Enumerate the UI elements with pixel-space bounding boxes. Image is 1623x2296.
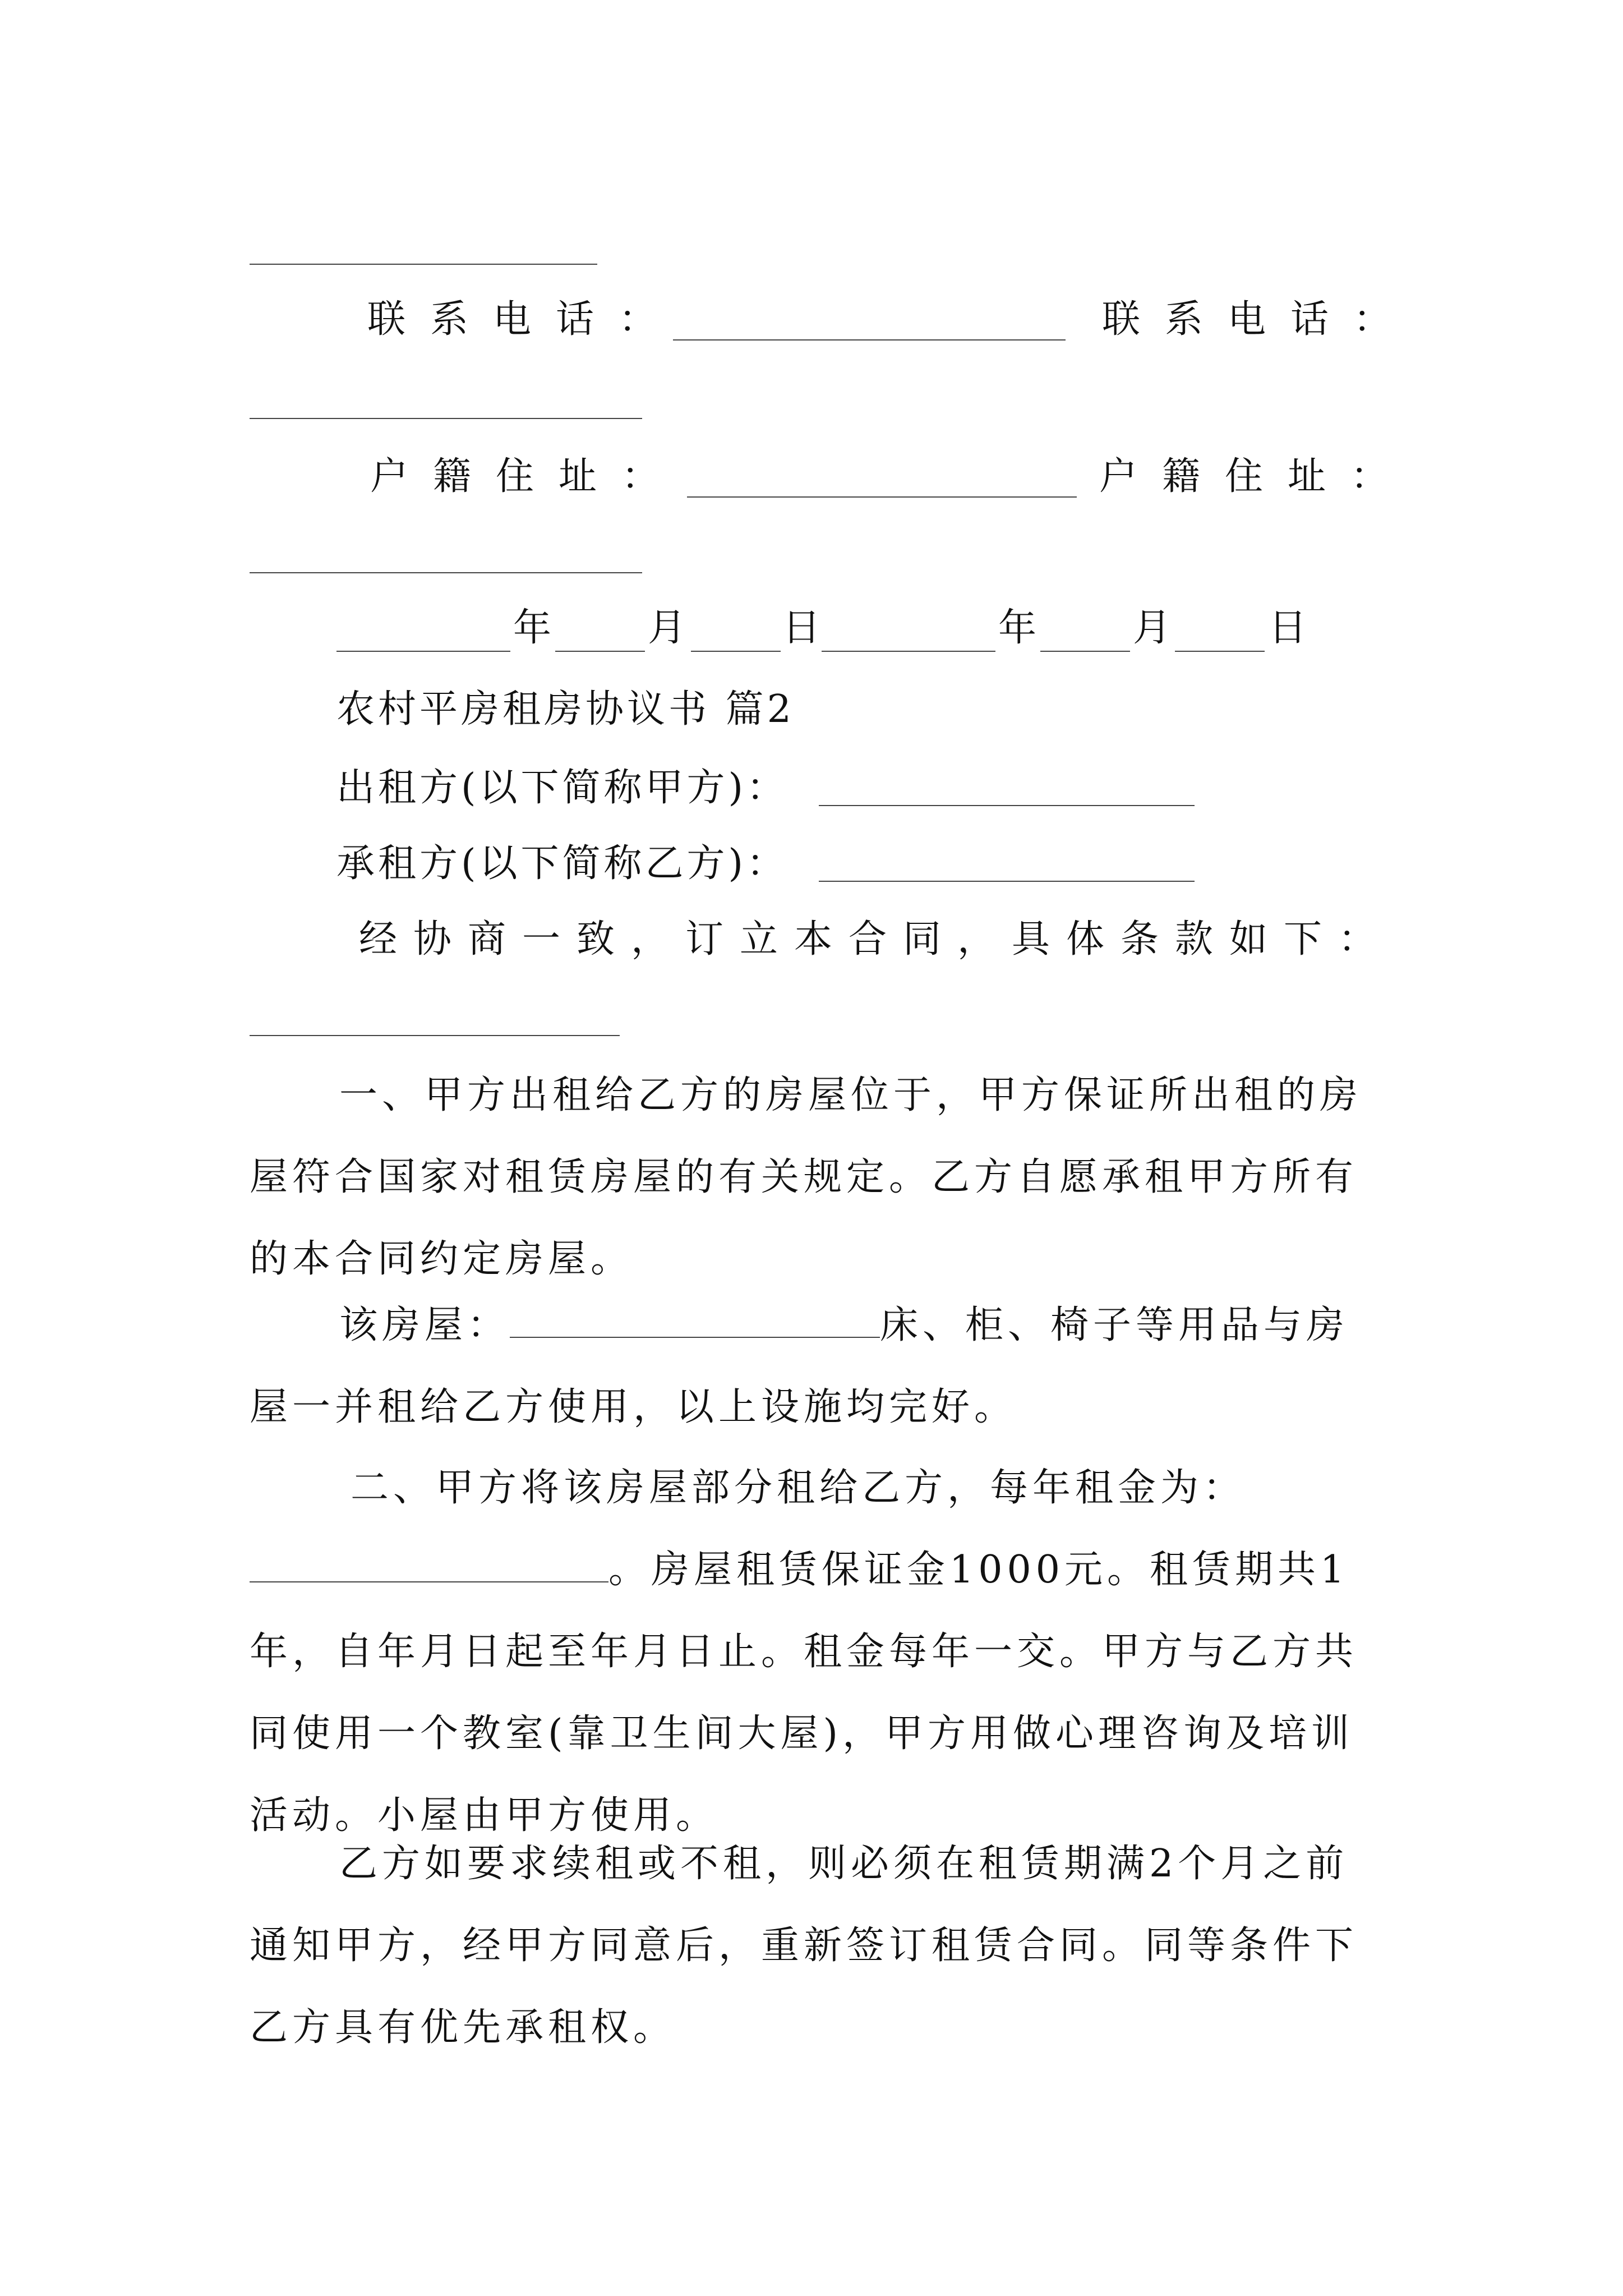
blank-line-top	[250, 264, 597, 265]
date-blank-month-1[interactable]	[555, 651, 645, 652]
date-month-2: 月	[1133, 606, 1175, 650]
phone-label-left: 联系电话：	[367, 297, 682, 342]
lessor-label: 出租方(以下简称甲方)：	[336, 766, 789, 810]
address-blank-right[interactable]	[250, 572, 642, 573]
date-day-2: 日	[1269, 606, 1311, 650]
phone-blank-left[interactable]	[673, 339, 1066, 341]
date-blank-year-1[interactable]	[336, 651, 510, 652]
address-label-right: 户籍住址：	[1099, 454, 1414, 499]
intro-blank[interactable]	[250, 1035, 620, 1036]
clause-1-paragraph	[250, 1055, 1388, 1300]
rent-suffix: 。房屋租赁保证金1000元。租赁期共1年，自年月日起至年月日止。租金每年一交。甲方与乙方共同使用一个教室(靠卫生间大屋)，甲方用做心理咨询及培训活动。小屋由甲方使用。	[250, 1548, 1358, 1838]
clause-1-items-paragraph	[250, 1285, 1388, 1448]
rent-prefix: 二、甲方将该房屋部分租给乙方，每年租金为：	[351, 1466, 1246, 1510]
date-year-1: 年	[513, 606, 555, 650]
date-blank-month-2[interactable]	[1040, 651, 1130, 652]
intro-text: 经协商一致，订立本合同，具体条款如下：	[359, 917, 1393, 961]
clause-2-paragraph	[250, 1447, 1388, 1857]
address-label-left: 户籍住址：	[370, 454, 685, 499]
renewal-text: 乙方如要求续租或不租，则必须在租赁期满2个月之前通知甲方，经甲方同意后，重新签订租赁合同。同等条件下乙方具有优先承租权。	[250, 1842, 1358, 2050]
date-year-2: 年	[998, 606, 1040, 650]
date-day-1: 日	[782, 606, 824, 650]
items-blank[interactable]	[510, 1297, 880, 1338]
address-blank-left[interactable]	[687, 496, 1077, 498]
section-title: 农村平房租房协议书 篇2	[336, 687, 795, 731]
lessee-blank[interactable]	[819, 881, 1195, 882]
lessee-label: 承租方(以下简称乙方)：	[336, 841, 789, 886]
date-blank-day-2[interactable]	[1175, 651, 1265, 652]
lessor-blank[interactable]	[819, 805, 1195, 806]
items-prefix: 该房屋：	[339, 1303, 510, 1347]
clause-1-text: 一、甲方出租给乙方的房屋位于，甲方保证所出租的房屋符合国家对租赁房屋的有关规定。乙方自愿承租甲方所有的本合同约定房屋。	[250, 1073, 1363, 1281]
renewal-paragraph	[250, 1823, 1388, 2069]
date-month-1: 月	[648, 606, 690, 650]
phone-blank-right[interactable]	[250, 418, 642, 419]
date-blank-year-2[interactable]	[822, 651, 995, 652]
items-suffix: 床、柜、椅子等用品与房屋一并租给乙方使用，以上设施均完好。	[250, 1303, 1349, 1429]
date-blank-day-1[interactable]	[691, 651, 781, 652]
rent-blank[interactable]	[250, 1542, 608, 1582]
phone-label-right: 联系电话：	[1102, 297, 1417, 342]
